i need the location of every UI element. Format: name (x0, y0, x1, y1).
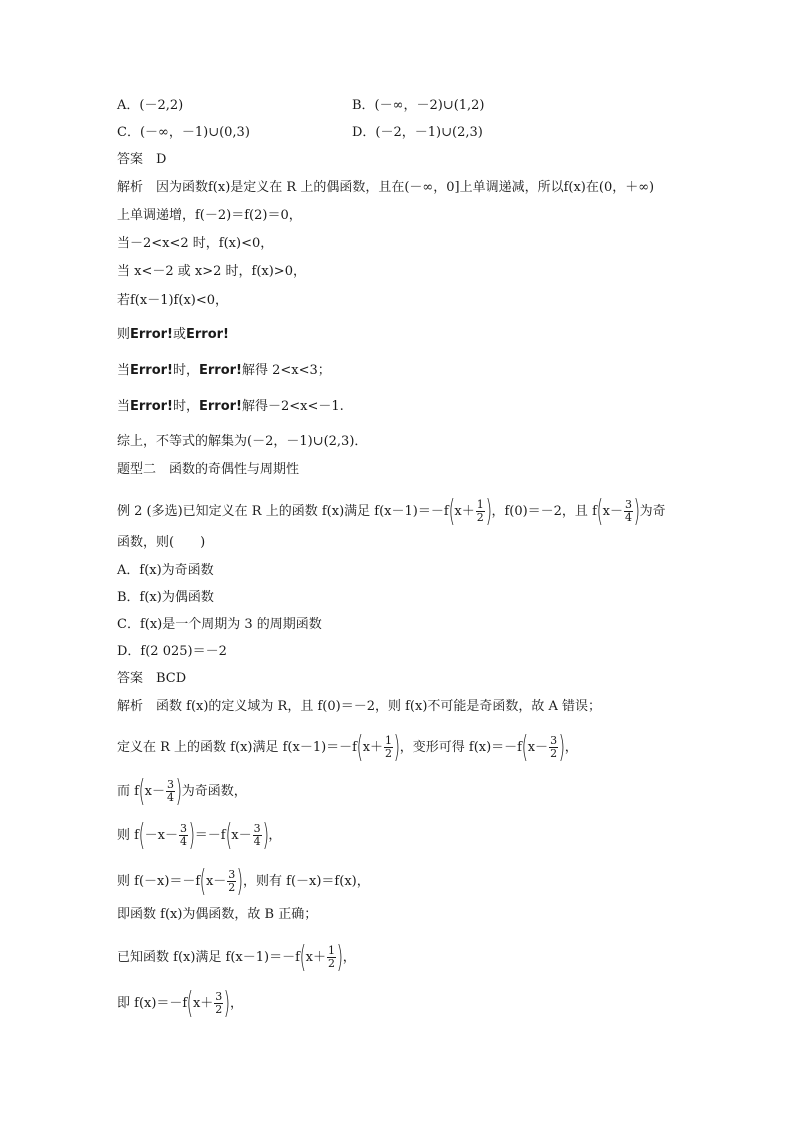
analysis-1-line-4: 当 x<－2 或 x>2 时，f(x)>0， (117, 264, 306, 279)
analysis-text: 已知函数 f(x)满足 f(x－1)＝－f (117, 950, 300, 965)
option-a: A．(－2,2) (117, 98, 184, 113)
error-line-3-prefix: 当 (117, 399, 131, 414)
error-line-2 (117, 363, 331, 379)
error-token: Error! (186, 327, 229, 342)
analysis-2-line-1: 解析 函数 f(x)的定义域为 R，且 f(0)＝－2，则 f(x)不可能是奇函数，故 A 错误； (117, 699, 602, 714)
paren-close: ) (393, 729, 401, 765)
analysis-1-line-3: 当－2<x<2 时，f(x)<0， (117, 236, 274, 251)
option-c: C．(－∞，－1)∪(0,3) (117, 125, 250, 140)
fraction: $\frac{3}{4}$ (167, 778, 175, 804)
paren-open: ( (299, 939, 307, 975)
example-2-line-1 (117, 492, 666, 532)
error-line-3-post: 解得－2<x<－1. (242, 399, 344, 414)
fraction: $\frac{3}{2}$ (228, 868, 236, 894)
fraction: $\frac{3}{2}$ (550, 734, 558, 760)
analysis-text: ， (230, 996, 244, 1011)
error-token: Error! (130, 363, 173, 378)
error-token: Error! (130, 327, 173, 342)
analysis-2-line-5 (117, 862, 370, 902)
analysis-text: x＋ (362, 740, 384, 755)
error-line-2-mid: 时， (173, 363, 200, 378)
analysis-1-line-2: 上单调递增，f(－2)＝f(2)＝0， (117, 208, 302, 223)
analysis-2-line-3 (117, 772, 247, 812)
example-2-text: x＋ (454, 504, 475, 519)
paren-close: ) (223, 985, 231, 1021)
analysis-text: 则 f(－x)＝－f (117, 874, 201, 889)
fraction: $\frac{1}{2}$ (327, 944, 335, 970)
answer-2: 答案 BCD (117, 671, 187, 686)
fraction: $\frac{3}{2}$ (215, 990, 223, 1016)
analysis-text: 定义在 R 上的函数 f(x)满足 f(x－1)＝－f (117, 740, 357, 755)
paren-open: ( (448, 493, 455, 529)
analysis-text: ， (342, 950, 356, 965)
analysis-2-line-8 (117, 984, 243, 1024)
error-line-3 (117, 399, 344, 415)
analysis-text: 为奇函数， (181, 784, 247, 799)
analysis-text: ，变形可得 f(x)＝－f (399, 740, 522, 755)
option-d: D．(－2，－1)∪(2,3) (352, 125, 483, 140)
analysis-text: ， (564, 740, 578, 755)
paren-close: ) (236, 863, 244, 899)
analysis-text: x＋ (192, 996, 214, 1011)
analysis-1-line-1: 解析 因为函数f(x)是定义在 R 上的偶函数，且在(－∞，0]上单调递减，所以f(x)在(0，＋∞) (117, 180, 655, 195)
paren-close: ) (188, 817, 196, 853)
example-2-text: x－ (602, 504, 623, 519)
option-b: B．(－∞，－2)∪(1,2) (352, 98, 485, 113)
paren-close: ) (262, 817, 269, 853)
paren-close: ) (336, 939, 344, 975)
answer-1: 答案 D (117, 152, 167, 167)
option-2-c: C．f(x)是一个周期为 3 的周期函数 (117, 617, 322, 632)
analysis-2-line-6: 即函数 f(x)为偶函数，故 B 正确； (117, 907, 318, 922)
analysis-text: x－ (231, 828, 252, 843)
example-2-text: ，f(0)＝－2，且 f (491, 504, 597, 519)
section-title: 题型二 函数的奇偶性与周期性 (117, 462, 300, 477)
fraction: $\frac{3}{4}$ (624, 498, 632, 524)
fraction: $\frac{1}{2}$ (385, 734, 393, 760)
paren-open: ( (199, 863, 207, 899)
paren-open: ( (521, 729, 529, 765)
paren-close: ) (633, 493, 641, 529)
error-line-2-post: 解得 2<x<3； (242, 363, 331, 378)
analysis-text: 即 f(x)＝－f (117, 996, 188, 1011)
error-token: Error! (199, 363, 242, 378)
fraction: $\frac{3}{4}$ (253, 822, 261, 848)
error-line-1-mid: 或 (173, 327, 187, 342)
error-token: Error! (130, 399, 173, 414)
paren-open: ( (356, 729, 364, 765)
analysis-1-line-5: 若f(x－1)f(x)<0， (117, 293, 229, 308)
analysis-text: －x－ (144, 828, 179, 843)
option-2-d: D．f(2 025)＝－2 (117, 644, 227, 659)
analysis-text: ，则有 f(－x)＝f(x)， (243, 874, 370, 889)
option-2-a: A．f(x)为奇函数 (117, 563, 214, 578)
example-2-line-2: 函数，则( ) (117, 535, 206, 550)
paren-open: ( (138, 817, 146, 853)
analysis-2-line-4 (117, 816, 281, 856)
paren-open: ( (596, 493, 603, 529)
paren-close: ) (558, 729, 566, 765)
paren-close: ) (175, 773, 183, 809)
error-line-2-prefix: 当 (117, 363, 131, 378)
analysis-text: ＝－f (194, 828, 226, 843)
analysis-text: x＋ (305, 950, 326, 965)
option-2-b: B．f(x)为偶函数 (117, 590, 214, 605)
analysis-2-line-2 (117, 728, 578, 768)
analysis-2-line-7 (117, 938, 356, 978)
paren-open: ( (225, 817, 232, 853)
analysis-text: 则 f (117, 828, 139, 843)
error-token: Error! (199, 399, 242, 414)
error-line-1-prefix: 则 (117, 327, 131, 342)
example-2-text: 例 2 (多选)已知定义在 R 上的函数 f(x)满足 f(x－1)＝－f (117, 504, 449, 519)
fraction: $\frac{3}{4}$ (180, 822, 188, 848)
fraction: $\frac{1}{2}$ (476, 498, 484, 524)
paren-open: ( (138, 773, 146, 809)
summary-1: 综上，不等式的解集为(－2，－1)∪(2,3)． (117, 434, 368, 449)
error-line-1 (117, 327, 229, 343)
paren-open: ( (186, 985, 194, 1021)
analysis-text: x－ (144, 784, 166, 799)
error-line-3-mid: 时， (173, 399, 200, 414)
example-2-text: 为奇 (639, 504, 666, 519)
analysis-text: ， (268, 828, 282, 843)
analysis-text: 而 f (117, 784, 139, 799)
paren-close: ) (485, 493, 492, 529)
analysis-text: x－ (527, 740, 549, 755)
analysis-text: x－ (205, 874, 227, 889)
